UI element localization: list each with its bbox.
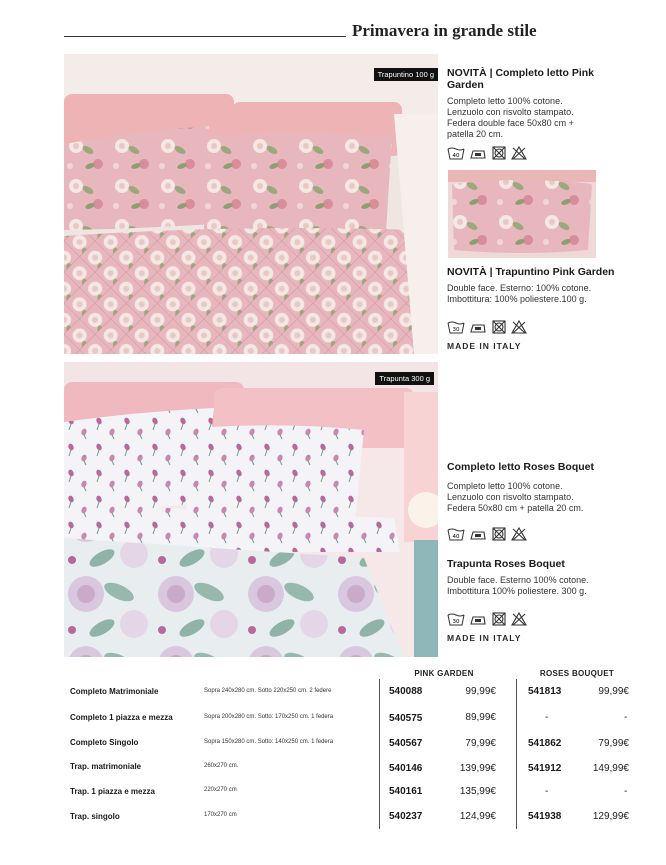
pink-completo-title-cont: Garden (447, 79, 484, 91)
pink-completo-block (447, 67, 652, 161)
roses-completo-desc-1: Completo letto 100% cotone. (447, 481, 563, 491)
pink-completo-desc-3: Federa double face 50x80 cm + (447, 118, 574, 128)
pink-column-divider (379, 679, 380, 829)
wash-30-icon (447, 612, 465, 627)
wash-40-icon (447, 146, 465, 161)
no-bleach-icon (511, 526, 527, 542)
pink-price: 135,99€ (459, 786, 496, 797)
pink-code: 540161 (389, 786, 423, 797)
title-rule (64, 36, 346, 37)
table-row-desc: 220x270 cm (204, 787, 237, 793)
pink-price: 79,99€ (465, 738, 496, 749)
roses-completo-title: Completo letto Roses Boquet (447, 461, 595, 473)
roses-code: - (545, 712, 549, 723)
pink-price: 124,99€ (459, 811, 496, 822)
roses-trapunta-title: Trapunta Roses Boquet (447, 558, 565, 570)
table-row-name: Completo Singolo (70, 738, 139, 747)
table-row-desc: Sopra 200x280 cm. Sotto: 170x250 cm. 1 federa (204, 714, 334, 720)
iron-icon (469, 320, 487, 335)
no-bleach-icon (511, 145, 527, 161)
no-bleach-icon (511, 611, 527, 627)
pink-price: 139,99€ (459, 763, 496, 774)
pink-completo-care-icons (447, 145, 652, 161)
iron-icon (469, 146, 487, 161)
roses-price: - (624, 712, 628, 723)
no-tumble-dry-icon (491, 319, 507, 335)
svg-text:30: 30 (452, 326, 460, 333)
table-row-name: Trap. 1 piazza e mezza (70, 787, 155, 796)
pink-code: 540237 (389, 811, 423, 822)
pink-completo-desc-1: Completo letto 100% cotone. (447, 96, 563, 106)
pink-completo-desc-2: Lenzuolo con risvolto stampato. (447, 107, 574, 117)
pink-garden-header: PINK GARDEN (414, 669, 474, 678)
table-row-desc: Sopra 240x280 cm. Sotto 220x250 cm. 2 federe (204, 688, 332, 694)
roses-completo-desc-3: Federa 50x80 cm + patella 20 cm. (447, 503, 584, 513)
roses-trapunta-care-icons (447, 611, 652, 627)
roses-trapunta-block (447, 558, 652, 643)
roses-trapunta-desc-2: Imbottitura 100% poliestere. 300 g. (447, 586, 587, 596)
table-row-desc: 260x270 cm. (204, 763, 239, 769)
pink-price: 89,99€ (465, 712, 496, 723)
pink-trapuntino-desc-1: Double face. Esterno: 100% cotone. (447, 283, 592, 293)
roses-code: - (545, 786, 549, 797)
no-tumble-dry-icon (491, 526, 507, 542)
roses-completo-desc-2: Lenzuolo con risvolto stampato. (447, 492, 574, 502)
table-row-name: Completo Matrimoniale (70, 687, 159, 696)
svg-text:40: 40 (452, 533, 460, 540)
pink-code: 540567 (389, 738, 423, 749)
roses-completo-care-icons (447, 526, 652, 542)
iron-icon (469, 527, 487, 542)
wash-30-icon (447, 320, 465, 335)
roses-price: 149,99€ (592, 763, 629, 774)
page-title: Primavera in grande stile (352, 21, 537, 40)
roses-price: 99,99€ (598, 686, 629, 697)
roses-price: 129,99€ (592, 811, 629, 822)
table-row-name: Completo 1 piazza e mezza (70, 713, 173, 722)
roses-trapunta-desc-1: Double face. Esterno 100% cotone. (447, 575, 589, 585)
pink-code: 540088 (389, 686, 423, 697)
roses-bouquet-header: ROSES BOUQUET (539, 669, 615, 678)
pink-trapuntino-care-icons (447, 319, 657, 335)
pink-pillow-thumbnail (448, 170, 596, 258)
roses-price: 79,99€ (598, 738, 629, 749)
trapuntino-weight-tag: Trapuntino 100 g (374, 68, 438, 81)
iron-icon (469, 612, 487, 627)
roses-column-divider (516, 679, 517, 829)
table-row-name: Trap. matrimoniale (70, 762, 142, 771)
pink-completo-desc-4: patella 20 cm. (447, 129, 504, 139)
roses-code: 541912 (528, 763, 562, 774)
pink-code: 540146 (389, 763, 423, 774)
pink-completo-title: NOVITÀ | Completo letto Pink (447, 67, 595, 79)
no-bleach-icon (511, 319, 527, 335)
pink-price: 99,99€ (465, 686, 496, 697)
made-in-italy-label: MADE IN ITALY (447, 341, 522, 351)
made-in-italy-label: MADE IN ITALY (447, 633, 522, 643)
pink-garden-bed-photo (64, 54, 438, 354)
svg-text:40: 40 (452, 152, 460, 159)
pink-trapuntino-block (447, 266, 657, 351)
roses-code: 541862 (528, 738, 562, 749)
table-row-desc: 170x270 cm (204, 812, 237, 818)
table-row-desc: Sopra 150x280 cm. Sotto: 140x250 cm. 1 federa (204, 739, 334, 745)
svg-text:30: 30 (452, 618, 460, 625)
no-tumble-dry-icon (491, 145, 507, 161)
pink-code: 540575 (389, 713, 423, 724)
wash-40-icon (447, 527, 465, 542)
no-tumble-dry-icon (491, 611, 507, 627)
roses-price: - (624, 786, 628, 797)
roses-code: 541938 (528, 811, 562, 822)
pink-trapuntino-desc-2: Imbottitura: 100% poliestere.100 g. (447, 294, 587, 304)
trapunta-weight-tag: Trapunta 300 g (375, 372, 434, 385)
roses-boquet-bed-photo (64, 362, 438, 657)
roses-code: 541813 (528, 686, 562, 697)
roses-completo-block (447, 461, 652, 542)
table-row-name: Trap. singolo (70, 812, 120, 821)
pink-trapuntino-title: NOVITÀ | Trapuntino Pink Garden (447, 266, 615, 278)
